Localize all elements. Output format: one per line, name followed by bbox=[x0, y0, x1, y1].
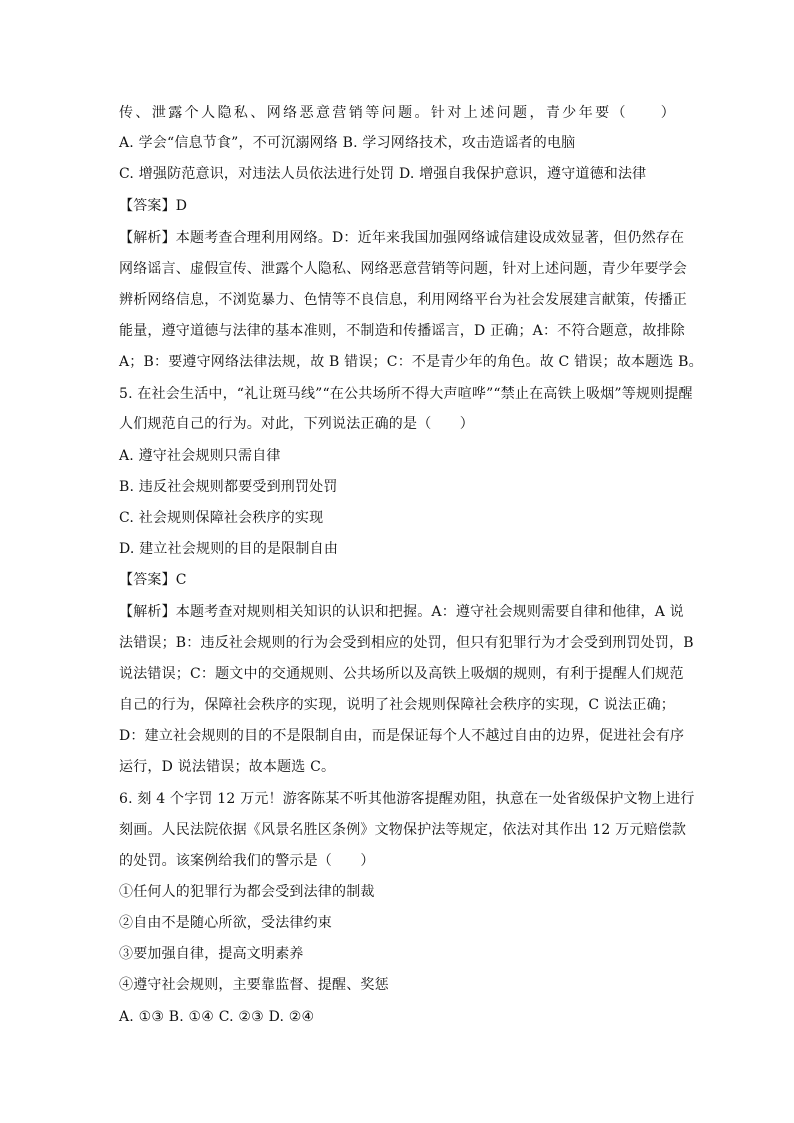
q5-analysis-line: D：建立社会规则的目的不是限制自由，而是保证每个人不越过自由的边界，促进社会有序 bbox=[119, 728, 685, 744]
q4-options-line2: C. 增强防范意识，对违法人员依法进行处罚 D. 增强自我保护意识，遵守道德和法律 bbox=[119, 166, 647, 182]
q5-option-c: C. 社会规则保障社会秩序的实现 bbox=[119, 510, 324, 526]
q4-analysis-line: 【解析】本题考查合理利用网络。D：近年来我国加强网络诚信建设成效显著，但仍然存在 bbox=[119, 230, 685, 246]
q5-option-a: A. 遵守社会规则只需自律 bbox=[119, 448, 281, 464]
q5-analysis-line: 运行，D 说法错误；故本题选 C。 bbox=[119, 759, 336, 775]
q5-analysis-line: 自己的行为，保障社会秩序的实现，说明了社会规则保障社会秩序的实现，C 说法正确； bbox=[119, 697, 675, 713]
q5-analysis-line: 说法错误；C：题文中的交通规则、公共场所以及高铁上吸烟的规则，有利于提醒人们规范 bbox=[119, 666, 684, 682]
q6-stem-line: 6. 刻 4 个字罚 12 万元！游客陈某不听其他游客提醒劝阻，执意在一处省级保护文物上进行 bbox=[119, 791, 695, 807]
q5-option-d: D. 建立社会规则的目的是限制自由 bbox=[119, 541, 339, 557]
q5-answer: 【答案】C bbox=[119, 572, 187, 588]
q4-stem-tail: 传、泄露个人隐私、网络恶意营销等问题。针对上述问题，青少年要（ ） bbox=[119, 105, 675, 121]
q4-analysis-line: A；B：要遵守网络法律法规，故 B 错误；C：不是青少年的角色。故 C 错误；故本题选 B。 bbox=[119, 354, 703, 370]
q5-option-b: B. 违反社会规则都要受到刑罚处罚 bbox=[119, 479, 338, 495]
q6-item-2: ②自由不是随心所欲，受法律约束 bbox=[119, 915, 332, 931]
q6-item-3: ③要加强自律，提高文明素养 bbox=[119, 946, 304, 962]
q4-analysis-line: 能量，遵守道德与法律的基本准则，不制造和传播谣言，D 正确；A：不符合题意，故排除 bbox=[119, 323, 685, 339]
q6-item-4: ④遵守社会规则，主要靠监督、提醒、奖惩 bbox=[119, 977, 389, 993]
q6-item-1: ①任何人的犯罪行为都会受到法律的制裁 bbox=[119, 884, 375, 900]
q5-analysis-line: 【解析】本题考查对规则相关知识的认识和把握。A：遵守社会规则需要自律和他律，A 说 bbox=[119, 604, 684, 620]
q4-answer: 【答案】D bbox=[119, 198, 188, 214]
q6-stem-line: 的处罚。该案例给我们的警示是（ ） bbox=[119, 853, 375, 869]
q4-analysis-line: 辨析网络信息，不浏览暴力、色情等不良信息，利用网络平台为社会发展建言献策，传播正 bbox=[119, 292, 687, 308]
q6-stem-line: 刻画。人民法院依据《风景名胜区条例》文物保护法等规定，依法对其作出 12 万元赔偿款 bbox=[119, 822, 687, 838]
q6-options: A. ①③ B. ①④ C. ②③ D. ②④ bbox=[119, 1009, 315, 1025]
q5-analysis-line: 法错误；B：违反社会规则的行为会受到相应的处罚，但只有犯罪行为才会受到刑罚处罚，B bbox=[119, 635, 694, 651]
q4-analysis-line: 网络谣言、虚假宣传、泄露个人隐私、网络恶意营销等问题，针对上述问题，青少年要学会 bbox=[119, 261, 687, 277]
q4-options-line1: A. 学会“信息节食”，不可沉溺网络 B. 学习网络技术，攻击造谣者的电脑 bbox=[119, 135, 576, 151]
q5-stem-line: 人们规范自己的行为。对此，下列说法正确的是（ ） bbox=[119, 416, 474, 432]
q5-stem-line: 5. 在社会生活中，“礼让斑马线”“在公共场所不得大声喧哗”“禁止在高铁上吸烟”等规则提醒 bbox=[119, 386, 693, 402]
